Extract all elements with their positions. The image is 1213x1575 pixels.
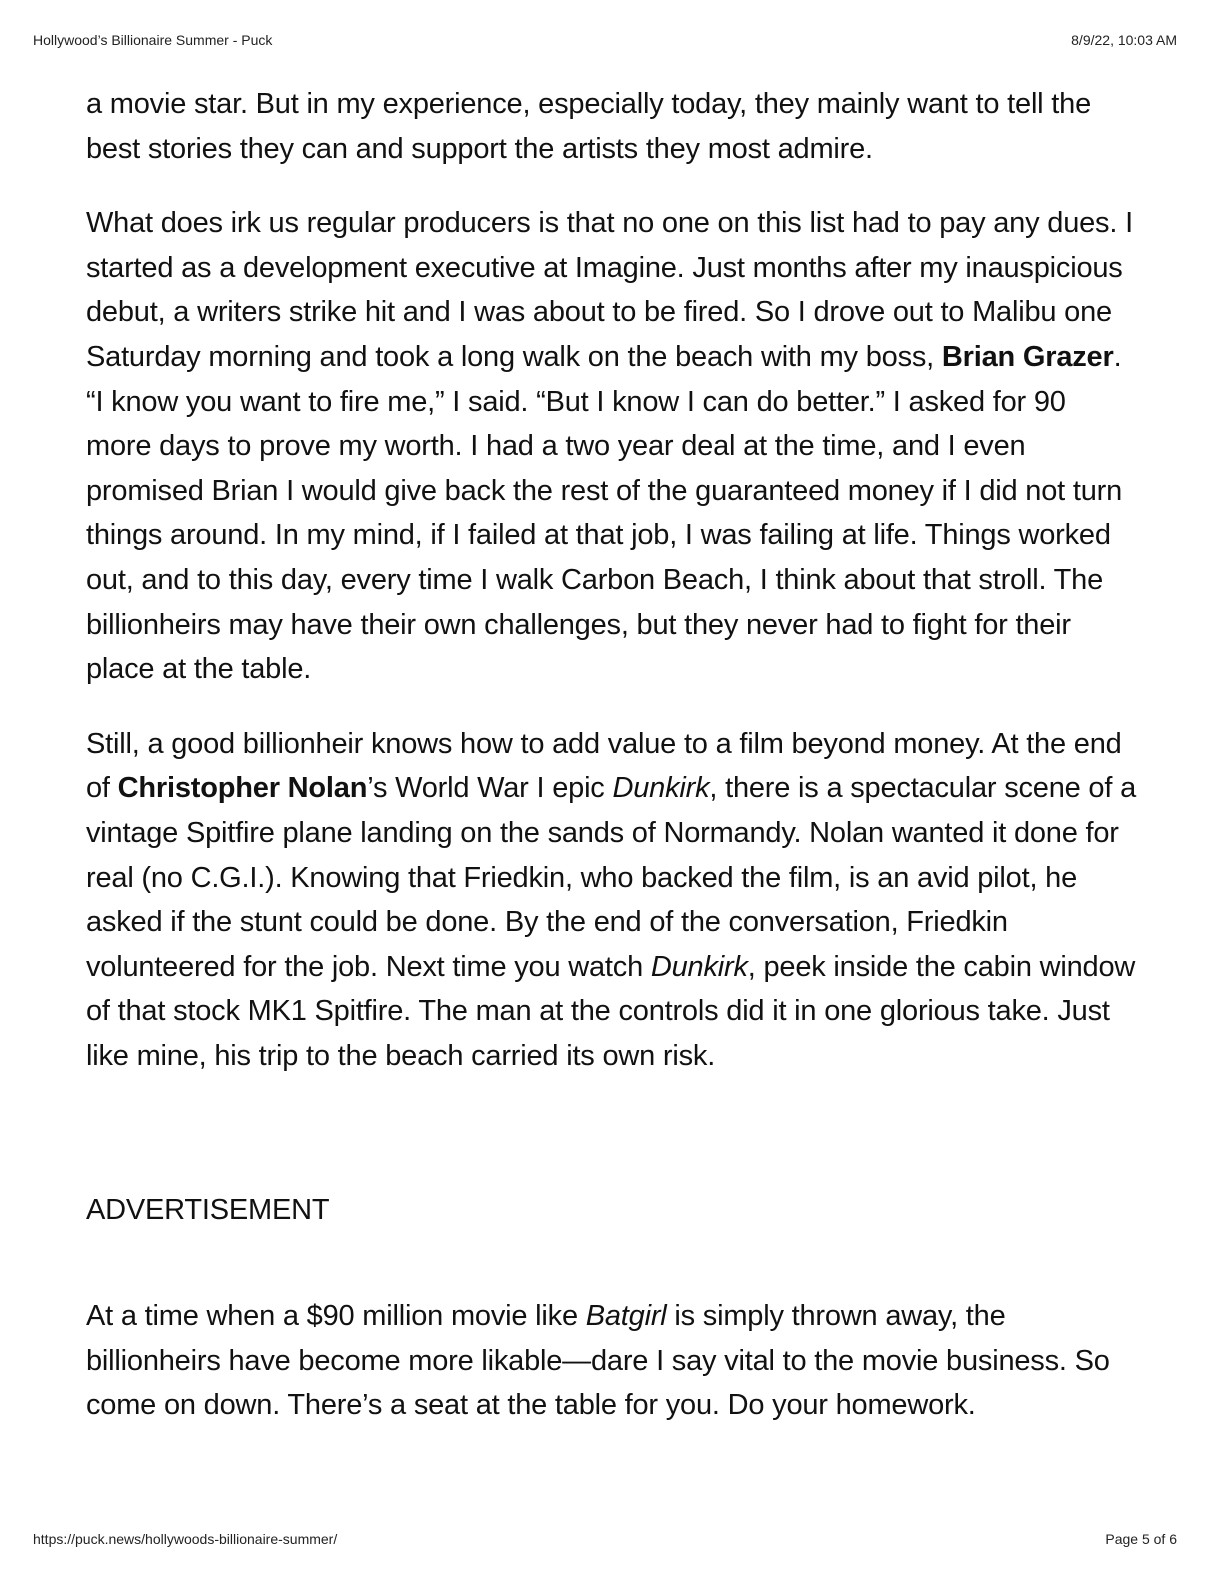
film-title: Dunkirk: [612, 772, 710, 805]
paragraph: At a time when a $90 million movie like Batgirl is simply thrown away, the billionheirs have become more likable—dare I say vital to the movie business. So come on down. There’s a seat at the table for you. Do your homework.: [86, 1300, 1110, 1422]
print-header: [33, 32, 1177, 48]
print-datetime: 8/9/22, 10:03 AM: [1071, 32, 1177, 48]
page-title: Hollywood’s Billionaire Summer - Puck: [33, 32, 273, 48]
article-body: [86, 82, 1136, 1108]
advertisement-label: ADVERTISEMENT: [86, 1194, 330, 1226]
print-footer: [33, 1531, 1177, 1547]
article-closing: [86, 1294, 1146, 1428]
person-name: Brian Grazer: [941, 340, 1114, 373]
film-title: Batgirl: [585, 1300, 667, 1332]
person-name: Christopher Nolan: [117, 772, 368, 805]
page-url: https://puck.news/hollywoods-billionaire-summer/: [33, 1531, 338, 1547]
paragraph: What does irk us regular producers is that no one on this list had to pay any dues. I started as a development executive at Imagine. Just months after my inauspicious debut, a writers strike hit and I was about to be fired. So I drove out to Malibu one Saturday morning and took a long walk on the beach with my boss, Brian Grazer. “I know you want to fire me,” I said. “But I know I can do better.” I asked for 90 more days to prove my worth. I had a two year deal at the time, and I even promised Brian I would give back the rest of the guaranteed money if I did not turn things around. In my mind, if I failed at that job, I was failing at life. Things worked out, and to this day, every time I walk Carbon Beach, I think about that stroll. The billionheirs may have their own challenges, but they never had to fight for their place at the table.: [86, 207, 1133, 686]
film-title: Dunkirk: [650, 950, 748, 983]
paragraph: Still, a good billionheir knows how to add value to a film beyond money. At the end of Christopher Nolan’s World War I epic Dunkirk, there is a spectacular scene of a vintage Spitfire plane landing on the sands of Normandy. Nolan wanted it done for real (no C.G.I.). Knowing that Friedkin, who backed the film, is an avid pilot, he asked if the stunt could be done. By the end of the conversation, Friedkin volunteered for the job. Next time you watch Dunkirk, peek inside the cabin window of that stock MK1 Spitfire. The man at the controls did it in one glorious take. Just like mine, his trip to the beach carried its own risk.: [86, 727, 1137, 1072]
page-number: Page 5 of 6: [1105, 1531, 1177, 1547]
paragraph: a movie star. But in my experience, especially today, they mainly want to tell the best stories they can and support the artists they most admire.: [86, 88, 1092, 165]
